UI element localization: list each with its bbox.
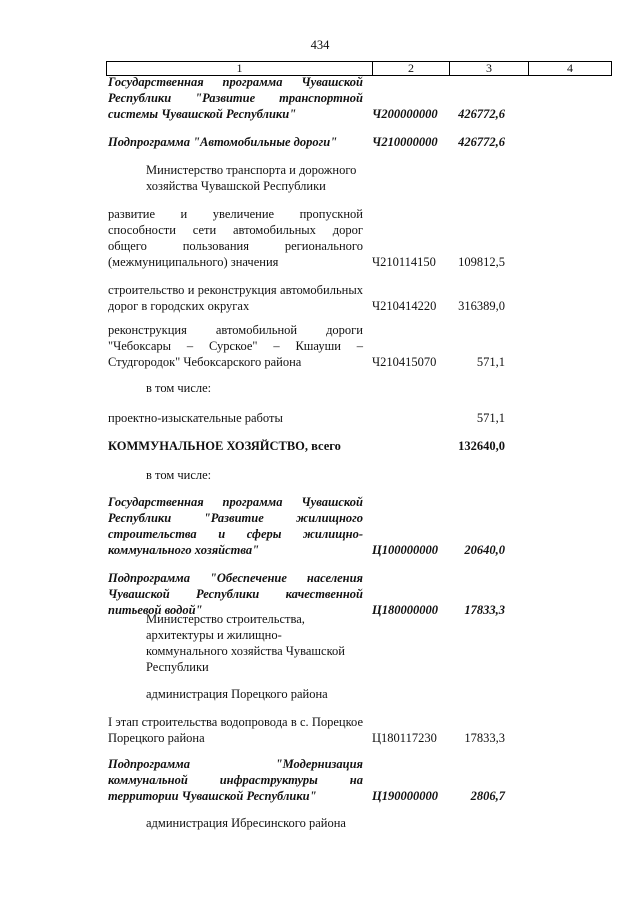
row-name: строительство и реконструкция автомобильных дорог в городских округах bbox=[108, 283, 363, 313]
row-name: I этап строительства водопровода в с. Порецкое Порецкого района bbox=[108, 715, 363, 745]
row-name: Подпрограмма "Автомобильные дороги" bbox=[108, 135, 338, 149]
row-amount: 109812,5 bbox=[458, 255, 505, 269]
table-row bbox=[108, 815, 363, 831]
row-name: КОММУНАЛЬНОЕ ХОЗЯЙСТВО, всего bbox=[108, 439, 341, 453]
row-name: Министерство транспорта и дорожного хозяйства Чувашской Республики bbox=[146, 163, 357, 193]
table-row bbox=[108, 438, 505, 454]
row-amount: 571,1 bbox=[476, 355, 505, 369]
header-col-4: 4 bbox=[567, 61, 573, 75]
row-name: Министерство строительства, архитектуры и жилищно-коммунального хозяйства Чувашской Республики bbox=[146, 612, 345, 674]
header-col-3: 3 bbox=[450, 62, 529, 75]
row-name: администрация Ибресинского района bbox=[146, 816, 346, 830]
row-name: администрация Порецкого района bbox=[146, 687, 328, 701]
row-code: Ц190000000 bbox=[372, 789, 438, 803]
row-code: Ч210114150 bbox=[372, 255, 436, 269]
row-amount: 132640,0 bbox=[458, 439, 505, 453]
row-amount: 426772,6 bbox=[458, 135, 505, 149]
row-code: Ц180117230 bbox=[372, 731, 437, 745]
row-code: Ч200000000 bbox=[372, 107, 438, 121]
page-number: 434 bbox=[310, 38, 330, 52]
table-row bbox=[108, 714, 505, 746]
row-code: Ц100000000 bbox=[372, 543, 438, 557]
row-name: Подпрограмма "Обеспечение населения Чувашской Республики качественной питьевой водой" bbox=[108, 571, 363, 617]
table-row bbox=[108, 494, 505, 558]
row-amount: 17833,3 bbox=[464, 731, 505, 745]
row-name: Государственная программа Чувашской Республики "Развитие жилищного строительства и сферы жилищно-коммунального хозяйства" bbox=[108, 495, 363, 557]
table-row bbox=[108, 612, 363, 675]
row-amount: 316389,0 bbox=[458, 299, 505, 313]
row-code: Ч210000000 bbox=[372, 135, 438, 149]
row-amount: 2806,7 bbox=[470, 789, 505, 803]
row-code: Ч210414220 bbox=[372, 299, 437, 313]
table-row bbox=[108, 322, 505, 370]
row-name: Государственная программа Чувашской Республики "Развитие транспортной системы Чувашской Республики" bbox=[108, 75, 363, 121]
row-code: Ч210415070 bbox=[372, 355, 437, 369]
table-row bbox=[108, 467, 363, 483]
table-row bbox=[108, 756, 505, 804]
row-code: Ц180000000 bbox=[372, 603, 438, 617]
table-row bbox=[108, 134, 505, 150]
row-name: реконструкция автомобильной дороги "Чебоксары – Сурское" – Кшауши – Студгородок" Чебоксарского района bbox=[108, 323, 363, 369]
row-name: в том числе: bbox=[146, 381, 212, 395]
table-row bbox=[108, 380, 363, 396]
table-row bbox=[108, 162, 363, 194]
row-name: проектно-изыскательные работы bbox=[108, 411, 283, 425]
table-row bbox=[108, 410, 505, 426]
row-amount: 571,1 bbox=[476, 411, 505, 425]
header-col-2: 2 bbox=[373, 62, 450, 75]
table-row bbox=[108, 74, 505, 122]
table-row bbox=[108, 686, 363, 702]
table-row bbox=[108, 206, 505, 270]
row-name: Подпрограмма "Модернизация коммунальной инфраструктуры на территории Чувашской Республики" bbox=[108, 757, 363, 803]
row-name: развитие и увеличение пропускной способности сети автомобильных дорог общего пользования регионального (межмуниципального) значения bbox=[108, 207, 363, 269]
row-name: в том числе: bbox=[146, 468, 212, 482]
table-row bbox=[108, 282, 505, 314]
row-amount: 20640,0 bbox=[464, 543, 505, 557]
row-amount: 17833,3 bbox=[464, 603, 505, 617]
row-amount: 426772,6 bbox=[458, 107, 505, 121]
header-col-1: 1 bbox=[107, 62, 373, 75]
